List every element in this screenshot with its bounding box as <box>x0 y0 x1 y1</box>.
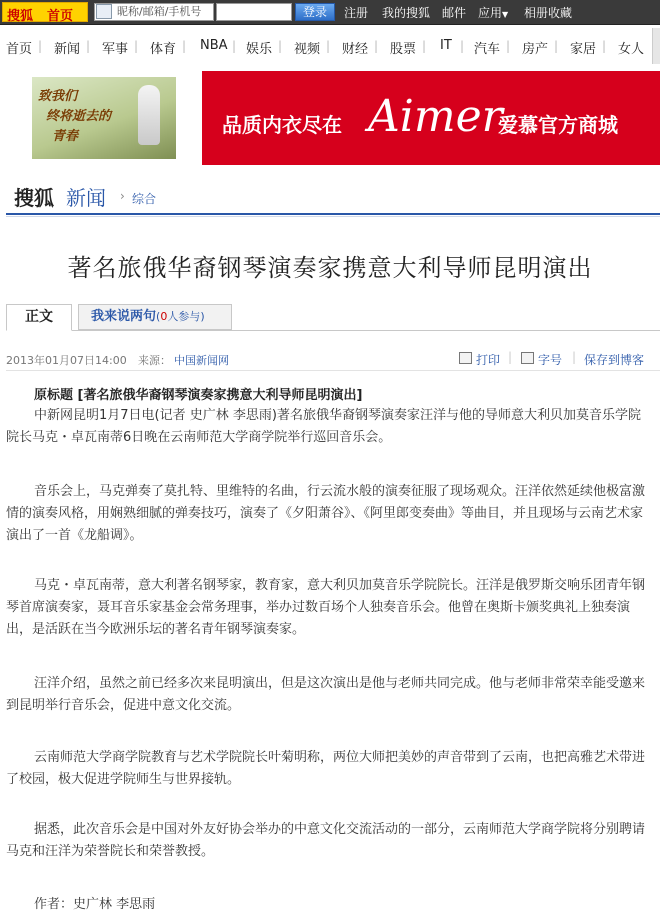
nav-home[interactable]: 首页 <box>6 42 33 57</box>
sohu-logo[interactable]: 搜狐 <box>14 186 54 210</box>
source-label: 来源： <box>138 354 171 367</box>
nav-divider: | <box>134 39 139 53</box>
section-divider <box>6 213 660 215</box>
aimer-ad-banner[interactable] <box>202 71 660 165</box>
chevron-right-icon: › <box>120 189 125 203</box>
register-link[interactable]: 注册 <box>344 6 369 20</box>
nav-military[interactable]: 军事 <box>102 42 129 57</box>
nav-stocks[interactable]: 股票 <box>390 42 417 57</box>
nav-auto[interactable]: 汽车 <box>474 42 501 57</box>
tabs-underline <box>6 330 660 331</box>
ad-slogan: 品质内衣尽在 <box>222 113 342 137</box>
print-link[interactable]: 打印 <box>476 353 501 367</box>
nav-divider: | <box>38 39 43 53</box>
apps-label: 应用 <box>478 6 503 20</box>
channel-nav <box>0 33 660 59</box>
article-paragraph: 中新网昆明1月7日电(记者 史广林 李思雨)著名旅俄华裔钢琴演奏家汪洋与他的导师意大利贝加莫音乐学院院长马克・卓瓦南蒂6日晚在云南师范大学商学院举行巡回音乐会。 <box>6 408 641 445</box>
nav-video[interactable]: 视频 <box>294 42 321 57</box>
my-sohu-link[interactable]: 我的搜狐 <box>382 6 431 20</box>
nav-divider: | <box>506 39 511 53</box>
ad-line-3: 青春 <box>52 129 79 144</box>
scrollbar[interactable] <box>652 28 660 64</box>
original-title: 原标题 [著名旅俄华裔钢琴演奏家携意大利导师昆明演出] <box>34 388 363 403</box>
logo-sohu-text: 搜狐 <box>7 9 34 24</box>
article-paragraph: 马克・卓瓦南蒂，意大利著名钢琴家，教育家，意大利贝加莫音乐学院院长。汪洋是俄罗斯交响乐团青年钢琴首席演奏家，聂耳音乐家基金会常务理事，举办过数百场个人独奏音乐会。他曾在奥斯卡颁奖典礼上独奏演出，是活跃在当今欧洲乐坛的著名青年钢琴演奏家。 <box>6 578 646 637</box>
ad-line-2: 终将逝去的 <box>46 109 112 124</box>
sohu-home-logo[interactable] <box>2 2 88 22</box>
mail-link[interactable]: 邮件 <box>442 6 467 20</box>
comment-count: 0 <box>160 310 168 323</box>
nav-realestate[interactable]: 房产 <box>522 42 549 57</box>
nav-divider: | <box>86 39 91 53</box>
tool-divider: | <box>572 350 577 364</box>
news-channel-logo[interactable]: 新闻 <box>66 186 106 210</box>
nav-news[interactable]: 新闻 <box>54 42 81 57</box>
publish-date: 2013年01月07日14:00 <box>6 354 127 367</box>
nav-divider: | <box>460 39 465 53</box>
nav-home-furnishing[interactable]: 家居 <box>570 42 597 57</box>
aimer-logo: Aimer <box>368 91 503 142</box>
ad-store-name: 爱慕官方商城 <box>498 113 618 137</box>
tab-article-body[interactable]: 正文 <box>6 304 72 331</box>
breadcrumb-general[interactable]: 综合 <box>132 192 157 206</box>
top-login-bar <box>0 0 660 25</box>
album-favorites-link[interactable]: 相册收藏 <box>524 6 573 20</box>
login-username-input[interactable]: 昵称/邮箱/手机号 <box>94 3 214 21</box>
article-title: 著名旅俄华裔钢琴演奏家携意大利导师昆明演出 <box>67 254 593 282</box>
meta-divider <box>6 370 660 371</box>
tab-comments[interactable]: 我来说两句(0人参与) <box>78 304 232 330</box>
article-paragraph: 据悉，此次音乐会是中国对外友好协会举办的中意文化交流活动的一部分，云南师范大学商学院将分别聘请马克和汪洋为荣誉院长和荣誉教授。 <box>6 822 646 859</box>
ad-line-1: 致我们 <box>38 89 78 104</box>
movie-ad-banner[interactable] <box>32 77 176 159</box>
tab-comments-label: 我来说两句 <box>91 309 157 324</box>
article-author: 作者：史广林 李思雨 <box>34 897 156 912</box>
nav-divider: | <box>554 39 559 53</box>
article-paragraph: 音乐会上，马克弹奏了莫扎特、里维特的名曲，行云流水般的演奏征服了现场观众。汪洋依然延续他极富激情的演奏风格，用娴熟细腻的弹奏技巧，演奏了《夕阳萧谷》、《阿里郎变奏曲》等曲目，并且现场与云南艺术家演出了一首《龙船调》。 <box>6 484 646 543</box>
nav-sports[interactable]: 体育 <box>150 42 177 57</box>
save-to-blog-link[interactable]: 保存到博客 <box>584 353 645 367</box>
nav-divider: | <box>278 39 283 53</box>
section-divider-light <box>6 216 660 217</box>
nav-divider: | <box>602 39 607 53</box>
comment-count-suffix: 人参与 <box>167 310 201 323</box>
nav-women[interactable]: 女人 <box>618 42 645 57</box>
article-paragraph: 汪洋介绍，虽然之前已经多次来昆明演出，但是这次演出是他与老师共同完成。他与老师非常荣幸能受邀来到昆明举行音乐会，促进中意文化交流。 <box>6 676 646 713</box>
logo-home-text: 首页 <box>47 9 74 24</box>
nav-divider: | <box>374 39 379 53</box>
apps-menu[interactable] <box>478 4 508 21</box>
font-size-link[interactable]: 字号 <box>538 353 563 367</box>
printer-icon[interactable] <box>459 352 472 364</box>
nav-divider: | <box>326 39 331 53</box>
nav-entertainment[interactable]: 娱乐 <box>246 42 273 57</box>
user-avatar-icon <box>96 4 112 19</box>
login-button[interactable]: 登录 <box>295 3 335 21</box>
nav-nba[interactable]: NBA <box>200 38 228 53</box>
nav-divider: | <box>422 39 427 53</box>
nav-divider: | <box>232 39 237 53</box>
article-paragraph: 云南师范大学商学院教育与艺术学院院长叶菊明称，两位大师把美妙的声音带到了云南，也把高雅艺术带进了校园，极大促进学院师生与世界接轨。 <box>6 750 646 787</box>
nav-finance[interactable]: 财经 <box>342 42 369 57</box>
nav-divider: | <box>182 39 187 53</box>
chevron-down-icon: ▼ <box>502 10 509 19</box>
font-size-icon[interactable] <box>521 352 534 364</box>
tool-divider: | <box>508 350 513 364</box>
source-link[interactable]: 中国新闻网 <box>174 354 229 367</box>
login-password-input[interactable] <box>216 3 292 21</box>
nav-it[interactable]: IT <box>440 38 452 53</box>
ad-figure-image <box>138 85 160 145</box>
